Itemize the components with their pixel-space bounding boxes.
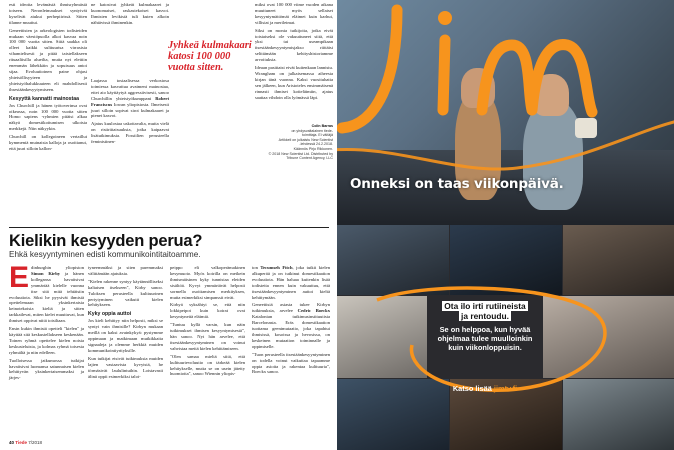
paragraph: Laajassa tosiaalisessa verkostosa toimiessa kasvattua avaimeni mainostaa, ettei aio käyttäytyä aggressiivisesti, sanoo Churchillin yhteistyökumppani Robert Franciscus Iowan yliopistosta. Ilmeisesti juuri silloin sopivat sirot kulmakaaret ja pienet kasvot. — [91, 78, 169, 119]
ad-body-text: Se on helppoa, kun hyvää ohjelmaa tulee muulloinkin kuin viikonloppuisin. — [437, 325, 533, 352]
paragraph: Kun tutkijat etsivät tutkimuksia muiden lajien vastaavista kyvyistä, he törmäsivät laululintuihin. Loistavasti älinä oppii esimerkiksi taloi- — [88, 355, 163, 379]
paragraph: Kirbyä syksähtyi se, että niin lokkipeipot kuin koirat ovat kesyntyneitä eläimiä. — [170, 302, 245, 320]
box-column-4 — [252, 265, 330, 377]
person-name: Robert Franciscus — [91, 95, 169, 107]
paragraph: peippo eli valkoperämakinen kesymuoto. Myös koirilla on meikein ihmismäisinen kyky tunnistaa eleiden sisältöä. Kyvyt ymmärtävät helposti sormella osoittamisen merkityksen, mutta esimerkiksi simpanssit eivät. — [170, 265, 245, 300]
author-credit: Colin Barras on yhdysvaltalainen tiede- toimittaja. Ei väitäjä Artikkeli on julkaistu New Scientist -lehdessä 24.2.2018. Käännös Pirjo Rikkonen. © 2018 New Scientist Ltd. Distributed by Tribune Content Agency, LLC — [255, 124, 333, 161]
box-headline: Kielikin kesyyden perua? — [9, 232, 203, 250]
paragraph: esti ideoita levämästä ihmisryhmästä toiseen. Neronleimaukset syntyivät kyselivät aiukui perhepiirissä. Sitten tilanne muuttui. — [9, 2, 87, 25]
page-number: 40 — [9, 440, 15, 445]
paragraph: Geneettisiä asiasta tukee Kirbyn tutkimuksia, arvelee Cedric Boeckx Katalonian tutkimusinstituutista Barcelonasta. Eräs domestikaation tuottama geenimutaatio, joka tapahtui ihmisissä, kosoissa ja hevosissa, on keskeinen mutaation toiminnalle ja oppimiselle. — [252, 302, 330, 349]
box-column-3 — [170, 265, 245, 379]
section-divider — [9, 227, 329, 228]
paragraph: Ajatus kuulostaa uskottavalta, mutta vielä on ristiriitaisuuksia, jotka kaipaavat lisätutkimuksia. Fossiilien perusteella feministinen- — [91, 121, 169, 145]
ad-headline: Ota ilo irti rutiineista ja rentoudu. — [444, 301, 526, 321]
page-footer — [9, 440, 42, 445]
paragraph: miksi ovat 100 000 viime vuoden aikana muuttuneet myös sellaiset kesyyntymättömät eläimet kuin karhut, villisiat ja merileimat. — [255, 2, 333, 25]
article-column-3 — [255, 2, 333, 103]
box-deck: Ehkä kesyyntyminen edisti kommunikointitaitoamme. — [9, 250, 201, 259]
subheading: Kyky oppia auttoi — [88, 311, 132, 318]
advertisement-page — [337, 0, 674, 450]
paragraph: "Kielen rakenne syntyy käytännölliseksi kaltaisen itsekseen", Kirby sanoo. Tuloksen perusteella kulttuurinen periytyminen vaikutti kielen kehitykseen. — [88, 278, 163, 308]
paragraph: Tuolloisessa jatkumossa tutkijat havaitsivat luomansa satunnaisen kielen kehittyvän yksinkertaisemmaksi ja järjes- — [9, 357, 84, 381]
paragraph: tyneemmäksi ja siten paremmaksi välittämään ajatuksia. — [88, 265, 163, 276]
paragraph: Edinburghin yliopiston Simon Kirby ja hänen kollegansa havaitsivat ymmärtää kielelle vuonna itse sitä mitä tehtäisiin evoluutiota. Siksi he pyysivät ihmisiä opettelemaan yksinkertaisia keinotekoisia kieliä ja sitten tarkkailevat, miten kielet muuttuvat, kun ihmiset oppivat niitä toisiltaan. — [9, 261, 84, 324]
box-column-2 — [88, 265, 163, 381]
person-name: Simon Kirby — [31, 270, 61, 276]
article-column-2-lower — [91, 78, 169, 147]
drop-cap: E — [9, 261, 30, 294]
article-column-2 — [91, 2, 169, 28]
paragraph: ne katosivat jyhkeät kulmakaaret ja kuonomaiset, raskastekoiset kasvot. Ihmisten levikistä tuli kuten alkoin nähtävissä ihminenkin. — [91, 2, 169, 25]
paragraph: Siksi on monia tutkijoita, jotka eivät toistaiseksi ole vakuuttuneet siitä, että yksi tai useampikaan itsestäänkesyyntymisjakso riittäisi selittämään kehityshistoriamme arvoituksia. — [255, 27, 333, 63]
paragraph: "Tuntuu kyllä varsin, kun näin tutkimukset ihmisen kesyyntymisestä", hän sanoo. Nyt hän arvelee, että itsestäänkesyyntyminen on voinut vahvistaa meitä kielen kehittämiseen. — [170, 322, 245, 351]
paragraph: "Olen samaa mieltä siitä, että kulttuurievoluutio on tärkeää kielen kehitykselle, mutta se on usein jätetty huomiotta", sanoo Wiennin yliopis- — [170, 353, 245, 377]
box-column-1 — [9, 261, 84, 383]
ad-call-to-action[interactable]: Katso lisää jimtv.fi — [452, 384, 518, 393]
issue-number: 7/2018 — [28, 440, 42, 445]
paragraph: ton Tecumseh Fitch, joka tutkii kielen alkuperää ja on tutkinut domestikaation evoluutiota. Hän haluaa kuitenkin lisää todisteita ennen kuin vakuuttuu, että itsestäänkesyyntyminen auttoi kieltä kehittymään. — [252, 265, 330, 300]
ad-url-link[interactable]: jimtv.fi — [493, 384, 518, 393]
paragraph: Ideaan pasittaist eivät kuitenkaan lannistu. Wrangham on julkaisemassa aiheesta kirjan tänä vuonna. Kaksi vuosituhatta sen jälkeen, kun Aristoteles ensimmäisenä rinnasti ihmiset kotieläimiin, ajatus saattaa vihdoin olla lyömässä läpi. — [255, 65, 333, 100]
paragraph: Geneettisten ja arkeologisten todisteiden mukaan väestöpuolla alkoi kasvaa noin 100 000 vuotta sitten. Siitä saakka oli olleet kaikki sulttuurisa virrasisia vihamielisesti ja pitää taistellakseen rituaaliisilla alueilta, mutta nyt elettiin enemmän lähekkäin ja sopuisuus antoi sijaa. Evoluutioinen paine ohjasi yhteisöllisyyteen ja yhteistyöhalukkuuteen eli mahdollisesti ihsestäänkesyytymiseen. — [9, 27, 87, 92]
article-column-1 — [9, 2, 87, 154]
paragraph: Jos Churchill ja hänen työtoverinsa ovat oikeassa, noin 100 000 vuotta sitten Homo sapiens -ryhmien pitäisi alkaa näkyä domestikoitumisen ulkoisia merkkejä. Niin näkyykin. — [9, 102, 87, 132]
paragraph: Ensin kukin ihmistä opetteli "kielen" ja käyttää sitä keskustellakseen keskenään. Toinen ryhmä opettelee kielen noista keskusteluista, ja kolmas ryhmä toisesta ryhmältä ja niin edelleen. — [9, 326, 84, 355]
magazine-name: Tiede — [15, 440, 27, 445]
person-name: Cedric Boeckx — [297, 308, 330, 314]
paragraph: Jos kieli kehittyy niin helposti, miksi se syntyi vain ihmisille? Kirbyn mukaan meillä on kaksi avainkykyä: pystymme oppimaan ja matkimaan mutkikkaita signaaleja ja olemme herkkiä muiden kommunikointiyrityksille. — [88, 318, 163, 353]
ad-tagline: Onneksi on taas viikonpäivä. — [350, 176, 564, 192]
pull-quote: Jyhkeä kulmakaari katosi 100 000 vuotta sitten. — [168, 40, 252, 73]
subheading: Kesyyttä kannatti mainostaa — [9, 95, 80, 102]
author-name: Colin Barras — [311, 124, 333, 128]
paragraph: Churchill on kollegoineen vertaillut kymmeniä muinaisia kalloja ja osoittanut, että juuri silloin kallon- — [9, 134, 87, 151]
paragraph: "Tuon perusteella itsestäänkesyyntyminen on todella voinut vaikuttaa tapaamme oppia asioita ja rakentaa kulttuuria", Boeckx sanoo. — [252, 351, 330, 375]
person-name: Tecumseh Fitch — [260, 265, 293, 270]
